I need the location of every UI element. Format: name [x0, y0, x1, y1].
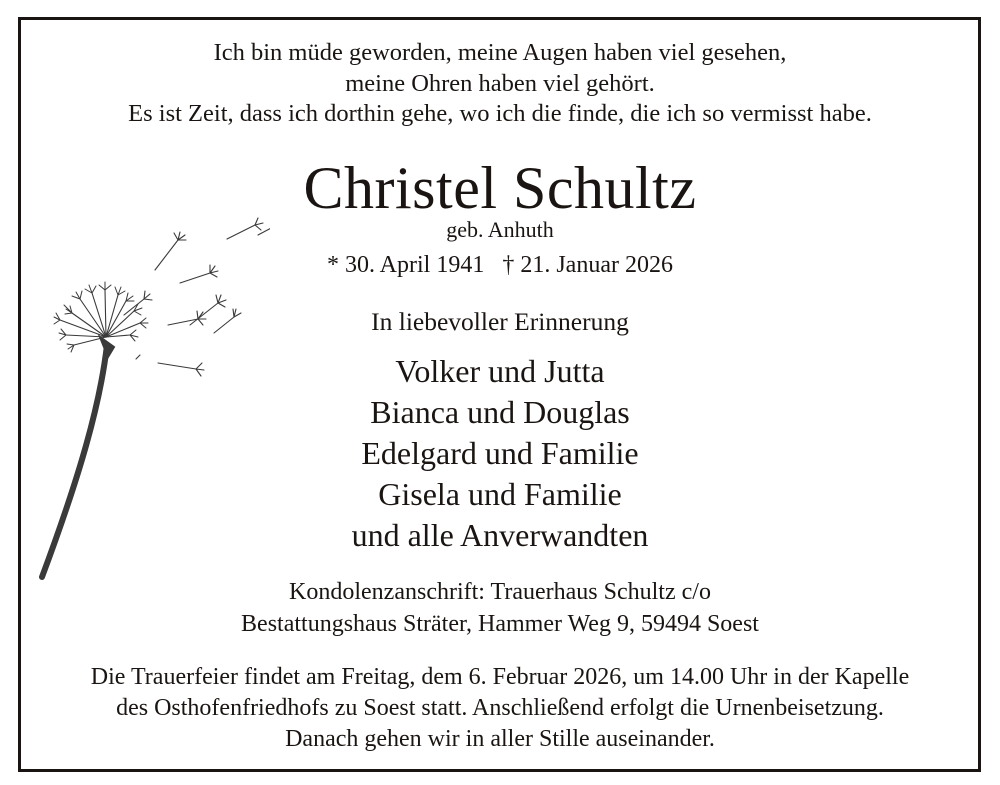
birth-name: geb. Anhuth	[446, 217, 554, 242]
poem-line-3: Es ist Zeit, dass ich dorthin gehe, wo ich die finde, die ich so vermisst habe.	[128, 100, 872, 127]
condolence-address-line-1: Kondolenzanschrift: Trauerhaus Schultz c/o	[289, 579, 711, 605]
deceased-name: Christel Schultz	[303, 155, 697, 221]
service-info-line-2: des Osthofenfriedhofs zu Soest statt. Anschließend erfolgt die Urnenbeisetzung.	[116, 695, 884, 721]
mourner-2: Bianca und Douglas	[370, 394, 630, 430]
condolence-address-line-2: Bestattungshaus Sträter, Hammer Weg 9, 59494 Soest	[241, 611, 759, 637]
service-info-line-1: Die Trauerfeier findet am Freitag, dem 6. Februar 2026, um 14.00 Uhr in der Kapelle	[90, 664, 910, 690]
mourner-4: Gisela und Familie	[378, 476, 622, 512]
service-info-line-3: Danach gehen wir in aller Stille auseinander.	[285, 726, 715, 752]
poem-line-1: Ich bin müde geworden, meine Augen haben viel gesehen,	[213, 39, 787, 66]
poem-line-2: meine Ohren haben viel gehört.	[345, 70, 655, 97]
life-dates: * 30. April 1941 † 21. Januar 2026	[327, 252, 673, 278]
mourner-3: Edelgard und Familie	[361, 435, 639, 471]
remembrance-heading: In liebevoller Erinnerung	[371, 307, 629, 336]
mourner-5: und alle Anverwandten	[351, 517, 649, 553]
mourner-1: Volker und Jutta	[395, 353, 605, 389]
